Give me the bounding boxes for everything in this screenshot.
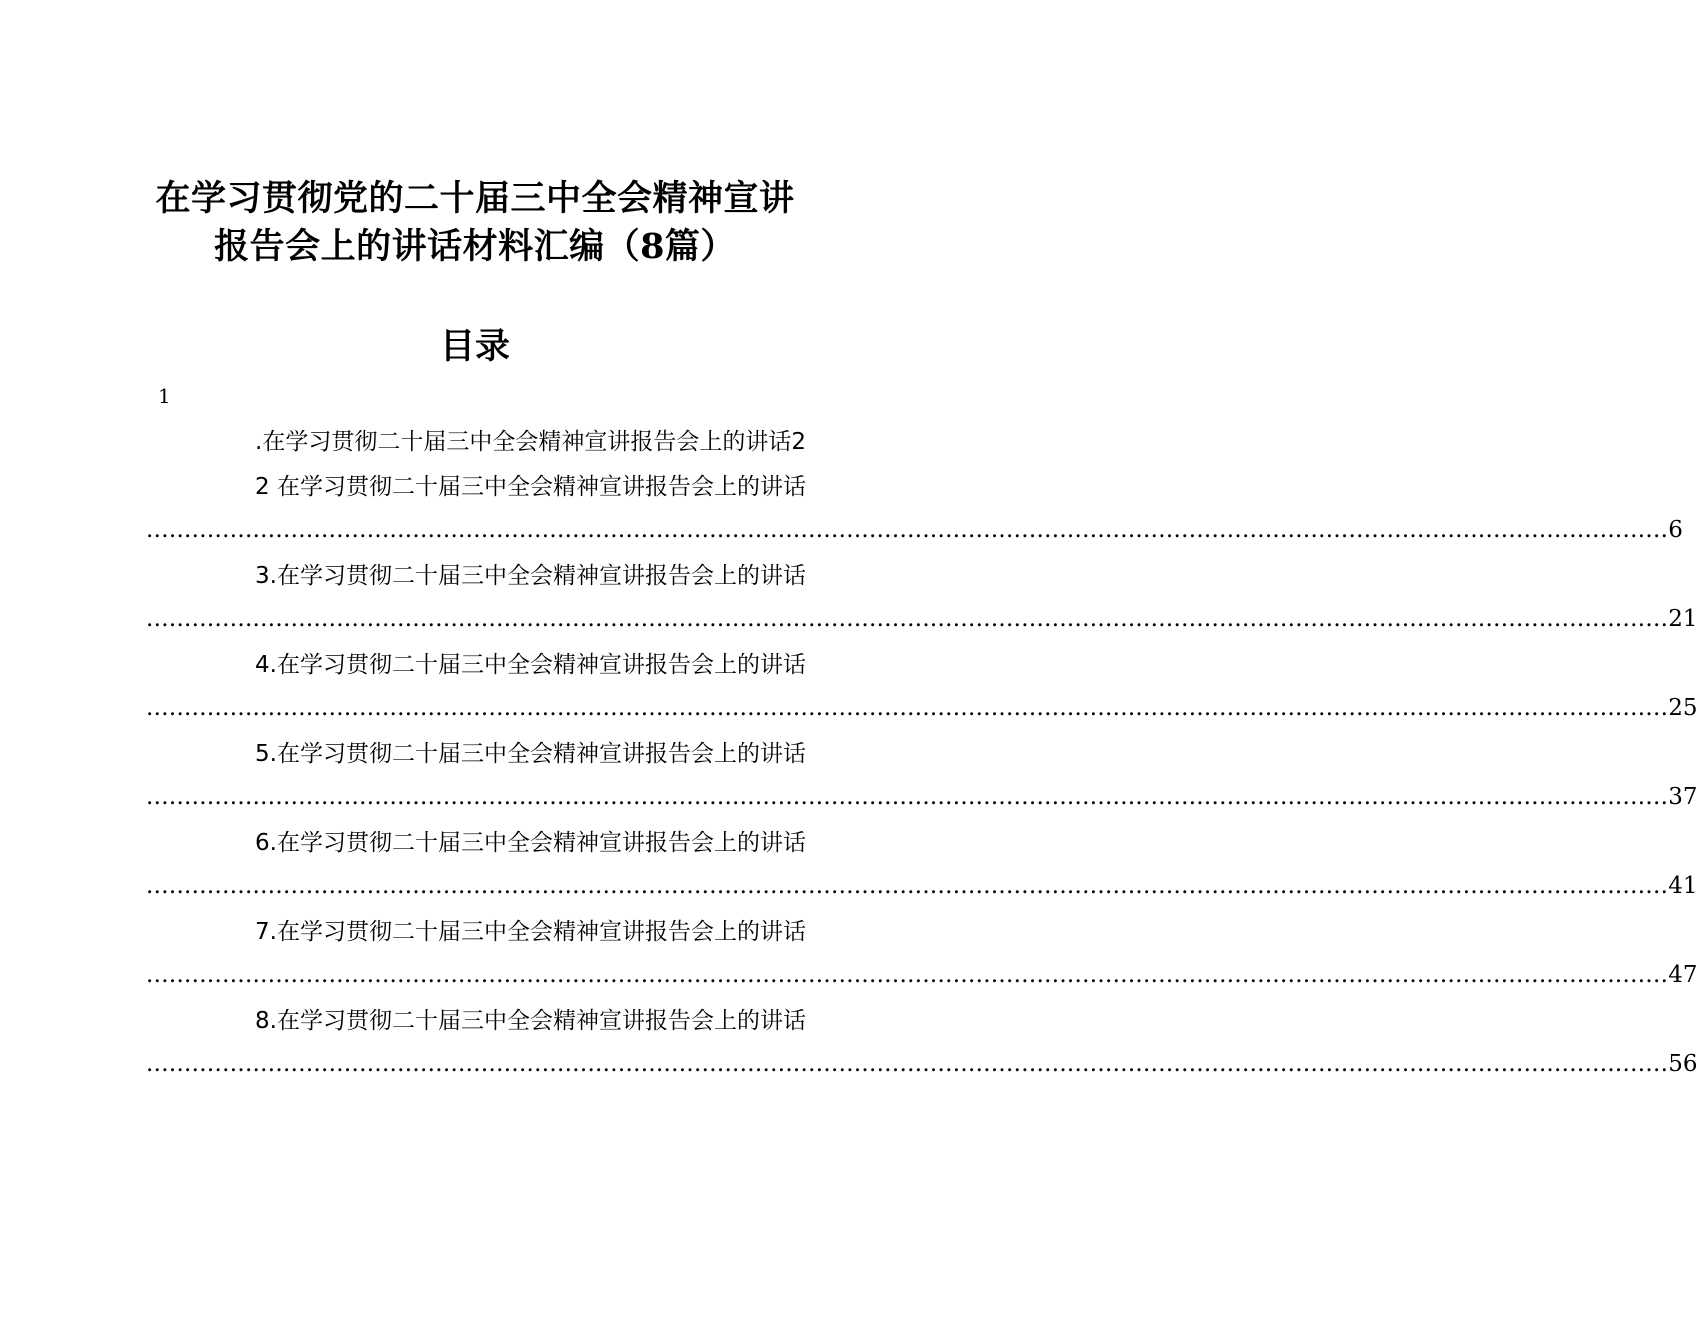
toc-leader-line [146,779,1698,815]
toc-stray-number: 1 [158,384,171,408]
toc-dot-leader: ........................................................................................................................................................................................................ [146,784,1669,810]
toc-page-number: 21 [1668,606,1698,632]
toc-page-number: 6 [1668,517,1683,543]
toc-dot-leader: ........................................................................................................................................................................................................ [146,517,1669,543]
toc-dot-leader: ........................................................................................................................................................................................................ [146,606,1669,632]
toc-dot-leader: ........................................................................................................................................................................................................ [146,1051,1669,1077]
document-title-line-2: 报告会上的讲话材料汇编（8篇） [214,226,736,267]
toc-heading: 目录 [439,326,510,367]
toc-entry-text: 5.在学习贯彻二十届三中全会精神宣讲报告会上的讲话 [255,741,806,767]
toc-page-number: 25 [1668,695,1698,721]
toc-entry-text: .在学习贯彻二十届三中全会精神宣讲报告会上的讲话2 [255,429,806,455]
toc-dot-leader: ........................................................................................................................................................................................................ [146,962,1669,988]
toc-leader-line [146,601,1698,637]
toc-leader-line [146,690,1698,726]
toc-entry-text: 8.在学习贯彻二十届三中全会精神宣讲报告会上的讲话 [255,1008,806,1034]
toc-entry-text: 2 在学习贯彻二十届三中全会精神宣讲报告会上的讲话 [255,474,806,500]
toc-leader-line [146,512,1683,548]
toc-leader-line [146,1046,1698,1082]
toc-entry-text: 7.在学习贯彻二十届三中全会精神宣讲报告会上的讲话 [255,919,806,945]
toc-page-number: 56 [1668,1051,1698,1077]
toc-leader-line [146,868,1698,904]
document-title-line-1: 在学习贯彻党的二十届三中全会精神宣讲 [155,178,795,219]
toc-entry-text: 3.在学习贯彻二十届三中全会精神宣讲报告会上的讲话 [255,563,806,589]
toc-entry-text: 6.在学习贯彻二十届三中全会精神宣讲报告会上的讲话 [255,830,806,856]
toc-page-number: 37 [1668,784,1698,810]
toc-page-number: 41 [1668,873,1698,899]
toc-dot-leader: ........................................................................................................................................................................................................ [146,695,1669,721]
toc-dot-leader: ........................................................................................................................................................................................................ [146,873,1669,899]
toc-leader-line [146,957,1698,993]
toc-page-number: 47 [1668,962,1698,988]
toc-entry-text: 4.在学习贯彻二十届三中全会精神宣讲报告会上的讲话 [255,652,806,678]
